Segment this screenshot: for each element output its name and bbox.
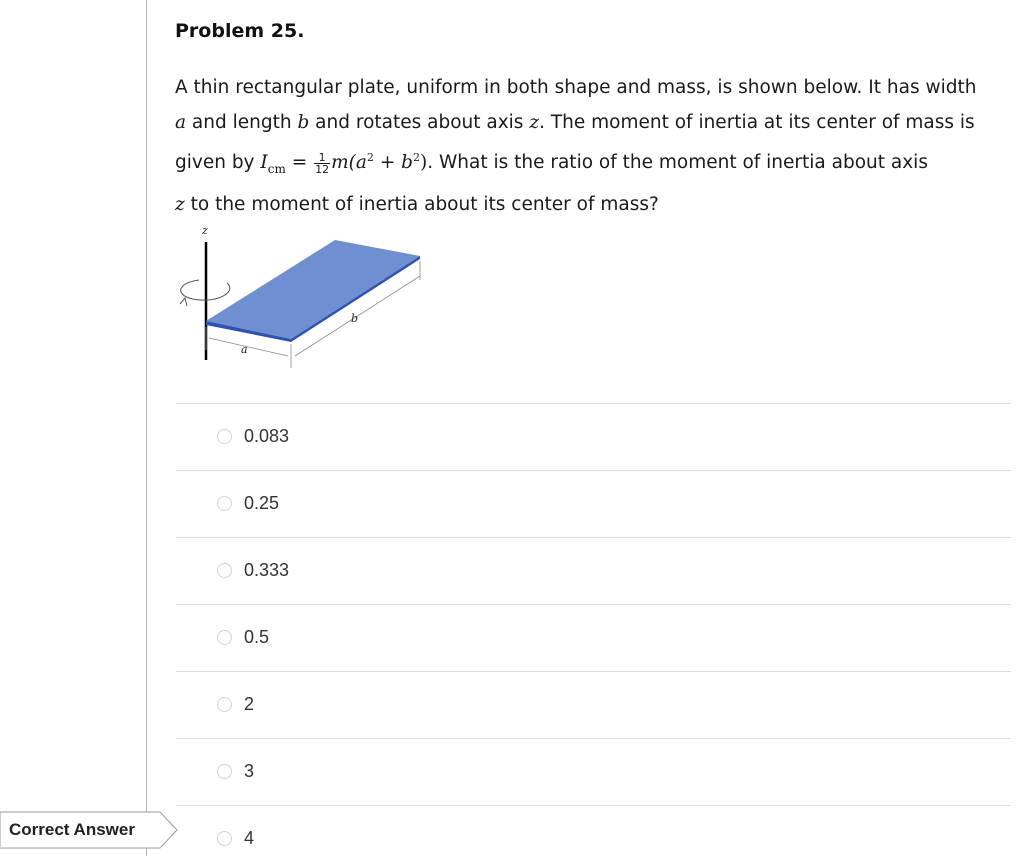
problem-statement [175,70,1015,222]
answer-choices [176,403,1011,856]
statement-line-4: z to the moment of inertia about its center of mass? [175,193,659,215]
statement-line-1: A thin rectangular plate, uniform in both shape and mass, is shown below. It has width [175,77,977,98]
correct-answer-flag [0,811,178,849]
choice-label: 0.5 [244,627,270,647]
choice-row[interactable] [176,671,1011,738]
statement-line-3: given by $I_{cm}$ = $\frac{1}{12}$ $m(a^2 + b^2)$. What is the ratio of the moment of inertia about axis [175,150,928,176]
plate-figure [165,218,435,378]
choice-label: 3 [244,761,255,781]
radio-button[interactable] [217,764,232,779]
rectangular-plate [206,240,420,339]
dimension-a-line [209,338,288,356]
dimension-a-label: a [241,343,248,356]
problem-title: Problem 25. [175,20,305,42]
choice-row[interactable] [176,805,1011,856]
dimension-b-label: b [351,312,359,325]
radio-button[interactable] [217,831,232,846]
radio-button[interactable] [217,697,232,712]
axis-z-label: z [202,224,208,237]
inertia-symbol: I [260,152,268,174]
choice-label: 0.083 [244,426,290,446]
radio-button[interactable] [217,496,232,511]
choice-row[interactable] [176,604,1011,671]
correct-answer-label: Correct Answer [9,820,135,839]
choice-row[interactable] [176,470,1011,537]
radio-button[interactable] [217,563,232,578]
fraction-one-twelfth: $\frac{1}{12}$ [315,150,330,176]
plate-diagram [165,218,435,378]
choice-row[interactable] [176,403,1011,470]
left-rail-divider [146,0,147,856]
statement-line-2: a and length b and rotates about axis z. The moment of inertia at its center of mass is [175,112,975,133]
radio-button[interactable] [217,630,232,645]
rotation-arrowhead-icon [180,298,187,306]
choice-row[interactable] [176,738,1011,805]
choice-label: 4 [244,828,255,848]
choice-row[interactable] [176,537,1011,604]
choice-label: 0.333 [244,560,290,580]
choice-label: 2 [244,694,255,714]
radio-button[interactable] [217,429,232,444]
choice-label: 0.25 [244,493,280,513]
